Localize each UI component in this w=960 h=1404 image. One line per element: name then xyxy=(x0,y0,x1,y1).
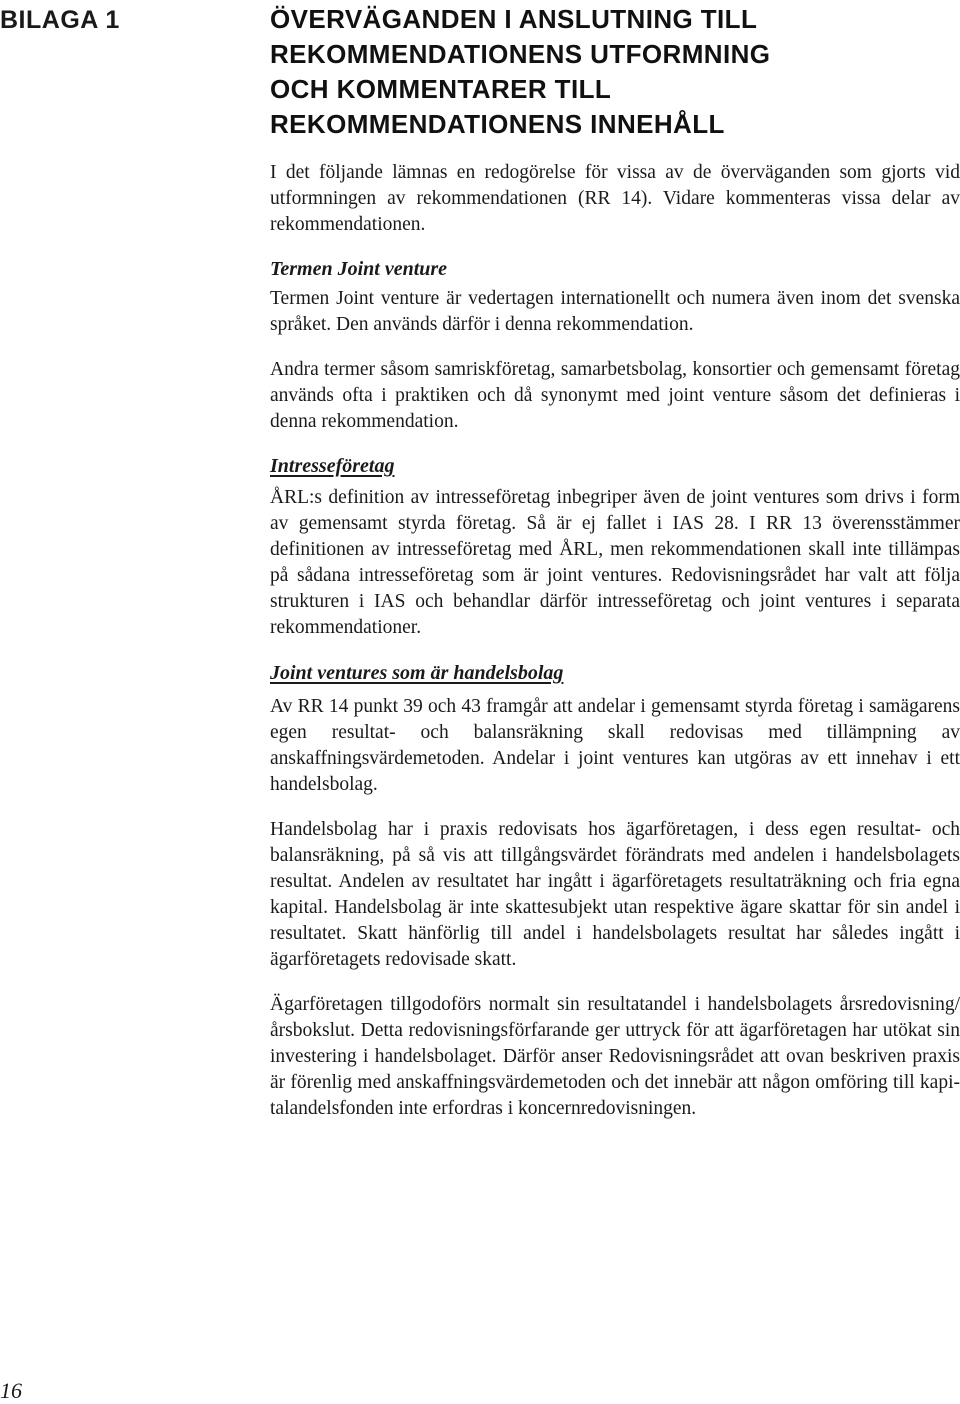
paragraph: Av RR 14 punkt 39 och 43 framgår att andelar i gemensamt styrda företag i samägarens egen resultat- och balansräkning skall redovisas med tillämpning av anskaffningsvärdemetoden. Andelar i joint ventures kan utgöras av ett innehav i ett handelsbolag. xyxy=(270,696,960,795)
title-line: REKOMMENDATIONENS INNEHÅLL xyxy=(270,109,725,139)
paragraph: ÅRL:s definition av intresseföretag inbegriper även de joint ventures som drivs i form av gemensamt styrda företag. Så är ej fallet i IAS 28. I RR 13 överensstämmer definitionen av intresseföretag med ÅRL, men rekommendationen skall inte tillämpas på sådana intresseföretag som är joint ventures. Redovisningsrådet har valt att följa strukturen i IAS och behandlar därför intresseföretag och joint ventures i separata rekommendationer. xyxy=(270,487,960,638)
section-heading-intresseforetag: Intresseföretag xyxy=(270,455,395,477)
paragraph: Ägarföretagen tillgodoförs normalt sin resultatandel i handelsbolagets årsredovisning/årsbokslut. Detta redovisningsförfarande ger uttryck för att ägarföretagen har utökat sin investering i handelsbolaget. Därför anser Redovisningsrådet att ovan beskriven praxis är förenlig med anskaffningsvärdemetoden och det innebär att någon omföring till kapitalandelsfonden inte erfordras i koncernredovisningen. xyxy=(270,994,960,1119)
section-heading-joint-venture: Termen Joint venture xyxy=(270,258,448,280)
paragraph: Handelsbolag har i praxis redovisats hos ägarföretagen, i dess egen resultat- och balansräkning, på så vis att tillgångsvärdet förändrats med andelen i handelsbolagets resultat. Andelen av resultatet har ingått i ägarföretagets resultaträkning och fria egna kapital. Handelsbolag är inte skattesubjekt utan respektive ägare skattar för sin andel i resultatet. Skatt hänförlig till andel i handelsbolagets resultat har således ingått i ägarföretagets redovisade skatt. xyxy=(270,819,960,970)
appendix-label: BILAGA 1 xyxy=(0,6,120,34)
paragraph: Termen Joint venture är vedertagen internationellt och numera även inom det svenska språket. Den används därför i denna rekommendation. xyxy=(270,288,960,335)
paragraph: Andra termer såsom samriskföretag, samarbetsbolag, konsortier och gemensamt företag används ofta i praktiken och då synonymt med joint venture såsom det definieras i denna rekommendation. xyxy=(270,359,960,432)
section-heading-handelsbolag: Joint ventures som är handelsbolag xyxy=(270,662,564,684)
page-number: 16 xyxy=(0,1378,22,1403)
intro-paragraph: I det följande lämnas en redogörelse för vissa av de överväganden som gjorts vid utformningen av rekommendationen (RR 14). Vidare kommenteras vissa delar av rekommendationen. xyxy=(270,162,960,235)
title-line: REKOMMENDATIONENS UTFORMNING xyxy=(270,39,771,69)
title-line: OCH KOMMENTARER TILL xyxy=(270,74,612,104)
document-title xyxy=(270,0,960,142)
title-line: ÖVERVÄGANDEN I ANSLUTNING TILL xyxy=(270,4,758,34)
document-body xyxy=(270,0,960,1122)
